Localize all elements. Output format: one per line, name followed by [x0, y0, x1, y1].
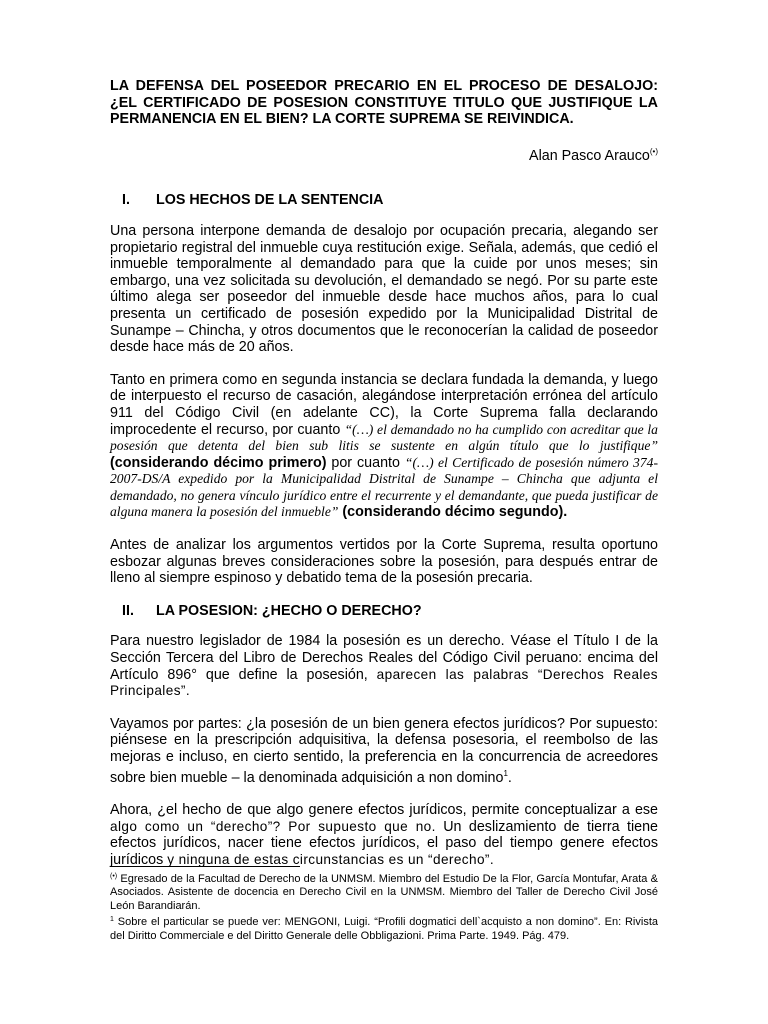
section-heading-2: [110, 603, 658, 620]
section-number: I.: [122, 192, 130, 209]
paragraph-text: Para nuestro legislador de 1984 la posesión es un derecho. Véase el Título I de la Sección Tercera del Libro de Derechos Reales del Código Civil peruano: encima del Artículo 896° que define la posesión,: [110, 633, 658, 683]
author-line: [110, 144, 658, 165]
paragraph-4: [110, 633, 658, 699]
paragraph-text: y ninguna de estas circunstancias es un “derecho”.: [167, 851, 495, 867]
footnote-item: [110, 913, 658, 943]
paragraph-text: .: [507, 769, 512, 786]
author-footnote-mark[interactable]: (•): [649, 146, 658, 156]
paragraph-text: Tanto en primera como en segunda instancia se declara fundada la demanda, y luego de interpuesto el recurso de casación, alegándose interpretación errónea del artículo 911 del Código Civil (en adelante CC), la Corte Suprema falla declarando improcedente el recurso, por cuanto: [110, 371, 658, 438]
paragraph-2: [110, 372, 658, 521]
paragraph-text: aparecen las palabras “Derechos Reales Principales”.: [110, 666, 658, 699]
quote-text: “(…) el Certificado de posesión número 374-2007-DS/A expedido por la Municipalidad Distrital de Sunampe – Chincha que adjunta el demandado, no genera vínculo jurídico entre el recurrente y el demandante, que pueda justificar de alguna manera la posesión del inmueble”: [110, 454, 658, 520]
paragraph-text: Un deslizamiento de tierra tiene efectos jurídicos, nacer tiene efectos jurídicos, el paso del tiempo genere efectos jurídicos: [110, 818, 659, 868]
footnote-mark: 1: [110, 916, 114, 924]
footnotes: [110, 870, 658, 943]
paragraph-3: Antes de analizar los argumentos vertidos por la Corte Suprema, resulta oportuno esbozar algunas breves consideraciones sobre la posesión, para después entrar de lleno al siempre espinoso y debatido tema de la posesión precaria.: [110, 537, 658, 587]
paragraph-text: por cuanto: [326, 454, 405, 471]
quote-text: “(…) el demandado no ha cumplido con acreditar que la posesión que detenta del bien sub litis se sustente en algún título que lo justifique”: [110, 421, 658, 454]
paragraph-5: [110, 716, 658, 786]
document-body: [110, 78, 658, 884]
footnote-text: Sobre el particular se puede ver: MENGONI, Luigi. “Profili dogmatici dell`acquisto a non domino”. En: Rivista del Diritto Commerciale e del Diritto Generale delle Obbligazioni. Prima Parte. 1949. Pág. 479.: [110, 916, 658, 942]
document-title: LA DEFENSA DEL POSEEDOR PRECARIO EN EL PROCESO DE DESALOJO: ¿EL CERTIFICADO DE POSESION CONSTITUYE TITULO QUE JUSTIFIQUE LA PERMANENCIA EN EL BIEN? LA CORTE SUPREMA SE REIVINDICA.: [110, 78, 658, 128]
paragraph-6: [110, 802, 658, 868]
author-name: Alan Pasco Arauco: [529, 147, 650, 164]
footnote-item: [110, 870, 658, 913]
footnote-divider: [110, 866, 300, 867]
paragraph-text: Ahora, ¿el hecho de que algo genere efectos jurídicos, permite conceptualizar a ese: [110, 801, 658, 818]
paragraph-text: Vayamos por partes: ¿la posesión de un bien genera efectos jurídicos? Por supuesto: piénsese en la prescripción adquisitiva, la defensa posesoria, el reembolso de las mejoras e incluso, en cierto sentido, la preferencia en la concurrencia de acreedores sobre bien mueble – la denominada adquisición a non domino: [110, 715, 658, 786]
footnote-mark: (•): [110, 873, 118, 880]
paragraph-1: Una persona interpone demanda de desalojo por ocupación precaria, alegando ser propietario registral del inmueble cuya restitución exige. Señala, además, que cedió el inmueble temporalmente al demandado para que la cuide por unos meses; sin embargo, una vez solicitada su devolución, el demandado se negó. Por su parte este último alega ser poseedor del inmueble desde hace muchos años, para lo cual presenta un certificado de posesión expedido por la Municipalidad Distrital de Sunampe – Chincha, y otros documentos que le reconocerían la calidad de poseedor desde hace más de 20 años.: [110, 222, 658, 356]
section-heading-1: [110, 192, 658, 209]
footnote-text: Egresado de la Facultad de Derecho de la UNMSM. Miembro del Estudio De la Flor, García Montufar, Arata & Asociados. Asistente de docencia en Derecho Civil en la UNMSM. Miembro del Taller de Derecho Civil José León Barandiarán.: [110, 873, 658, 912]
section-title: LOS HECHOS DE LA SENTENCIA: [156, 192, 384, 209]
section-title: LA POSESION: ¿HECHO O DERECHO?: [156, 602, 422, 619]
paragraph-text: algo como un “derecho”? Por supuesto que no.: [110, 818, 436, 834]
bold-citation: (considerando décimo segundo).: [338, 504, 568, 521]
section-number: II.: [122, 602, 134, 619]
footnote-ref-1[interactable]: 1: [503, 768, 508, 778]
bold-citation: (considerando décimo primero): [110, 454, 327, 471]
